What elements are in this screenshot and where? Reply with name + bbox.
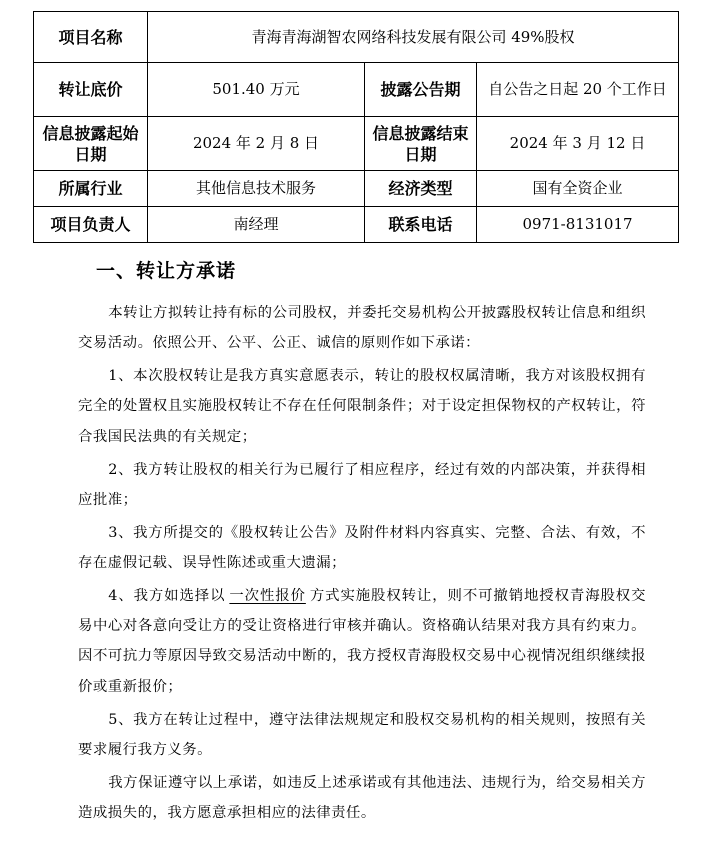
disclosure-period-value: 自公告之日起 20 个工作日	[477, 63, 679, 117]
table-row	[34, 63, 679, 117]
table-row	[34, 117, 679, 171]
phone-value: 0971-8131017	[477, 207, 679, 243]
industry-label: 所属行业	[34, 171, 148, 207]
project-info-table	[33, 11, 679, 243]
transfer-method: 一次性报价	[229, 588, 306, 605]
transfer-price-value: 501.40 万元	[148, 63, 365, 117]
project-name-label: 项目名称	[34, 12, 148, 63]
commitment-body	[78, 298, 646, 831]
phone-label: 联系电话	[365, 207, 477, 243]
commitment-item-5: 5、我方在转让过程中，遵守法律法规规定和股权交易机构的相关规则，按照有关要求履行我方义务。	[78, 711, 646, 758]
disclosure-end-value: 2024 年 3 月 12 日	[477, 117, 679, 171]
intro-paragraph: 本转让方拟转让持有标的公司股权，并委托交易机构公开披露股权转让信息和组织交易活动。依照公开、公平、公正、诚信的原则作如下承诺：	[78, 305, 646, 352]
economic-type-value: 国有全资企业	[477, 171, 679, 207]
disclosure-period-label: 披露公告期	[365, 63, 477, 117]
item4-suffix: 方式实施股权转让，则不可撤销地授权青海股权交易中心对各意向受让方的受让资格进行审核并确认。资格确认结果对我方具有约束力。因不可抗力等原因导致交易活动中断的，我方授权青海股权交易中心视情况组织继续报价或重新报价；	[78, 588, 646, 695]
project-lead-label: 项目负责人	[34, 207, 148, 243]
table-row	[34, 171, 679, 207]
disclosure-start-label: 信息披露起始日期	[34, 117, 148, 171]
commitment-item-3: 3、我方所提交的《股权转让公告》及附件材料内容真实、完整、合法、有效，不存在虚假记载、误导性陈述或重大遗漏；	[78, 524, 646, 572]
disclosure-start-value: 2024 年 2 月 8 日	[148, 117, 365, 171]
commitment-item-4	[78, 581, 646, 702]
table-row	[34, 12, 679, 63]
disclosure-end-label: 信息披露结束日期	[365, 117, 477, 171]
project-lead-value: 南经理	[148, 207, 365, 243]
economic-type-label: 经济类型	[365, 171, 477, 207]
closing-paragraph: 我方保证遵守以上承诺，如违反上述承诺或有其他违法、违规行为，给交易相关方造成损失的，我方愿意承担相应的法律责任。	[78, 774, 646, 822]
transfer-price-label: 转让底价	[34, 63, 148, 117]
section-heading: 一、转让方承诺	[96, 260, 237, 282]
table-row	[34, 207, 679, 243]
industry-value: 其他信息技术服务	[148, 171, 365, 207]
project-name-value: 青海青海湖智农网络科技发展有限公司 49%股权	[148, 12, 679, 63]
item4-prefix: 4、我方如选择以	[108, 588, 226, 605]
commitment-item-2: 2、我方转让股权的相关行为已履行了相应程序，经过有效的内部决策，并获得相应批准；	[78, 461, 646, 508]
commitment-item-1: 1、本次股权转让是我方真实意愿表示，转让的股权权属清晰，我方对该股权拥有完全的处置权且实施股权转让不存在任何限制条件；对于设定担保物权的产权转让，符合我国民法典的有关规定；	[78, 368, 646, 445]
